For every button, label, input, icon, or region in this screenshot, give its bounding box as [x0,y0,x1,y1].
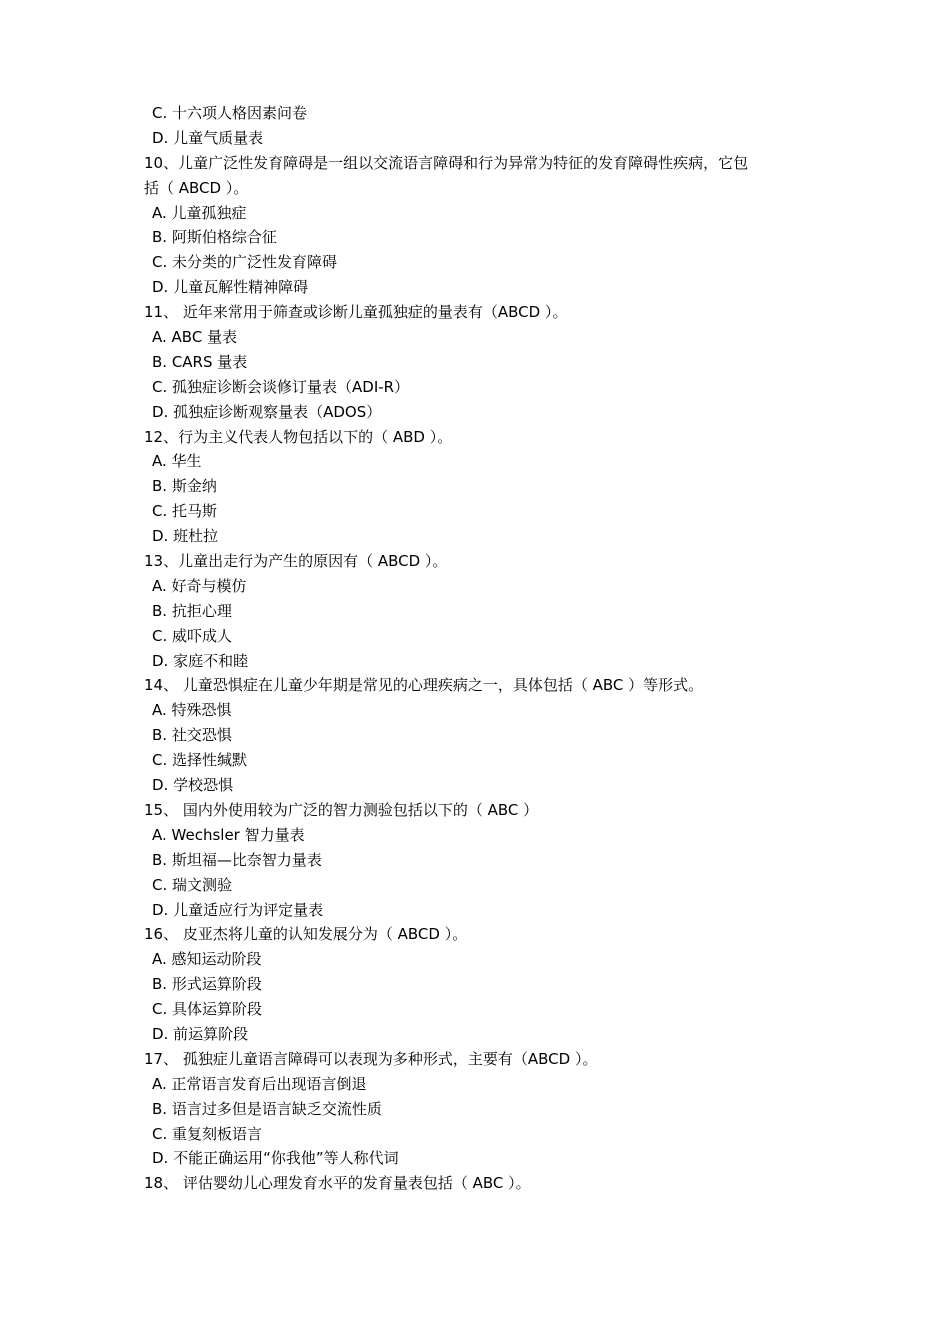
question-text: 12、行为主义代表人物包括以下的（ ABD ）。 [144,427,453,446]
answer-option: A. 正常语言发育后出现语言倒退 [152,1074,367,1093]
question-text: 11、 近年来常用于筛查或诊断儿童孤独症的量表有（ABCD ）。 [144,303,568,322]
answer-option: A. ABC 量表 [152,328,238,347]
answer-option: B. 语言过多但是语言缺乏交流性质 [152,1099,382,1118]
answer-option: B. 社交恐惧 [152,726,232,745]
question-text: 10、儿童广泛性发育障碍是一组以交流语言障碍和行为异常为特征的发育障碍性疾病，它包 [144,153,749,172]
answer-option: D. 学校恐惧 [152,776,234,795]
answer-option: D. 班杜拉 [152,527,219,546]
question-text: 括（ ABCD ）。 [144,178,249,197]
question-text: 17、 孤独症儿童语言障碍可以表现为多种形式，主要有（ABCD ）。 [144,1049,598,1068]
answer-option: B. 阿斯伯格综合征 [152,228,277,247]
answer-option: A. 华生 [152,452,202,471]
answer-option: A. Wechsler 智力量表 [152,825,305,844]
answer-option: B. CARS 量表 [152,352,248,371]
question-text: 13、儿童出走行为产生的原因有（ ABCD ）。 [144,552,448,571]
answer-option: C. 托马斯 [152,502,218,521]
answer-option: D. 儿童适应行为评定量表 [152,900,324,919]
answer-option: C. 威吓成人 [152,626,233,645]
answer-option: D. 儿童瓦解性精神障碍 [152,278,309,297]
answer-option: C. 选择性缄默 [152,751,248,770]
answer-option: D. 家庭不和睦 [152,651,249,670]
answer-option: C. 孤独症诊断会谈修订量表（ADI-R） [152,377,410,396]
answer-option: C. 重复刻板语言 [152,1124,263,1143]
answer-option: C. 未分类的广泛性发育障碍 [152,253,338,272]
answer-option: A. 特殊恐惧 [152,701,232,720]
answer-option: B. 斯坦福—比奈智力量表 [152,850,322,869]
answer-option: B. 斯金纳 [152,477,217,496]
answer-option: C. 具体运算阶段 [152,1000,263,1019]
question-text: 18、 评估婴幼儿心理发育水平的发育量表包括（ ABC ）。 [144,1174,531,1193]
answer-option: B. 抗拒心理 [152,601,232,620]
answer-option: C. 十六项人格因素问卷 [152,104,308,122]
question-text: 16、 皮亚杰将儿童的认知发展分为（ ABCD ）。 [144,925,468,944]
answer-option: B. 形式运算阶段 [152,975,262,994]
question-list [144,101,812,1196]
answer-option: D. 孤独症诊断观察量表（ADOS） [152,402,382,421]
answer-option: A. 感知运动阶段 [152,950,262,969]
answer-option: C. 瑞文测验 [152,875,233,894]
question-text: 15、 国内外使用较为广泛的智力测验包括以下的（ ABC ） [144,800,539,819]
answer-option: A. 好奇与模仿 [152,576,247,595]
answer-option: D. 儿童气质量表 [152,128,264,147]
answer-option: D. 前运算阶段 [152,1024,249,1043]
answer-option: A. 儿童孤独症 [152,203,247,222]
answer-option: D. 不能正确运用“你我他”等人称代词 [152,1149,399,1168]
question-text: 14、 儿童恐惧症在儿童少年期是常见的心理疾病之一，具体包括（ ABC ）等形式。 [144,676,704,695]
